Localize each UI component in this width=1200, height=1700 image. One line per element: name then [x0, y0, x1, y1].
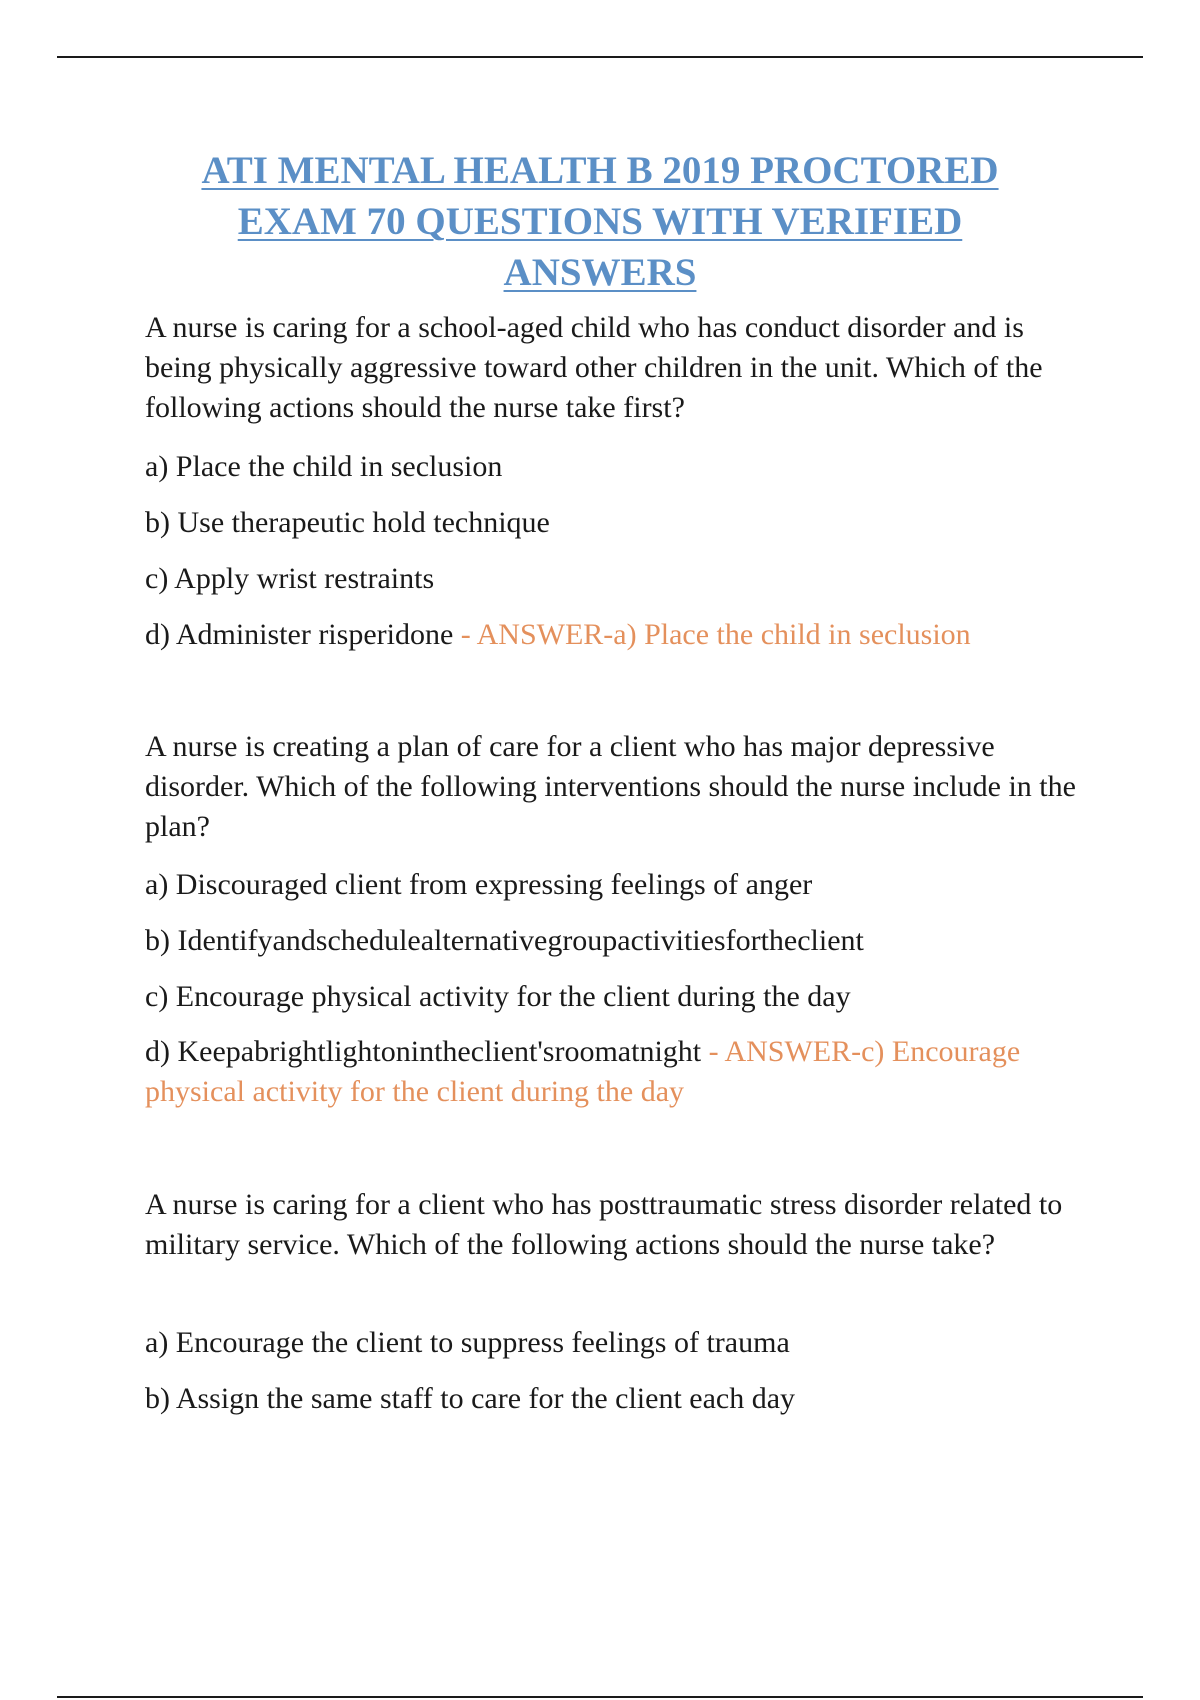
- question-3-option-b: b) Assign the same staff to care for the client each day: [145, 1382, 796, 1415]
- title-line-1: ATI MENTAL HEALTH B 2019 PROCTORED: [201, 149, 999, 192]
- question-2-option-d-text: d) Keepabrightlightonintheclient'sroomatnight: [145, 1035, 702, 1068]
- question-2-answer: - ANSWER-c) Encourage physical activity for the client during the day: [145, 1035, 1021, 1108]
- question-2-option-b: b) Identifyandschedulealternativegroupactivitiesfortheclient: [145, 924, 864, 957]
- question-3-option-a: a) Encourage the client to suppress feelings of trauma: [145, 1326, 790, 1359]
- question-1-answer: - ANSWER-a) Place the child in seclusion: [453, 618, 971, 651]
- question-1-option-d: [145, 615, 1095, 655]
- bottom-rule: [57, 1696, 1143, 1698]
- question-2-stem: A nurse is creating a plan of care for a client who has major depressive disorder. Which of the following interventions should the nurse include in the plan?: [145, 730, 1076, 843]
- question-2-option-a: a) Discouraged client from expressing feelings of anger: [145, 868, 813, 901]
- question-2-option-c: c) Encourage physical activity for the client during the day: [145, 980, 851, 1013]
- title-line-3: ANSWERS: [503, 251, 697, 294]
- question-2-option-d: [145, 1032, 1095, 1112]
- question-1-option-c: c) Apply wrist restraints: [145, 562, 435, 595]
- question-3-stem: A nurse is caring for a client who has posttraumatic stress disorder related to military service. Which of the following actions should the nurse take?: [145, 1188, 1063, 1261]
- top-rule: [57, 56, 1143, 58]
- question-1-stem: A nurse is caring for a school-aged child who has conduct disorder and is being physically aggressive toward other children in the unit. Which of the following actions should the nurse take first?: [145, 311, 1043, 424]
- question-1-option-d-text: d) Administer risperidone: [145, 618, 454, 651]
- document-title: [100, 145, 1100, 298]
- question-1-option-a: a) Place the child in seclusion: [145, 450, 503, 483]
- title-line-2: EXAM 70 QUESTIONS WITH VERIFIED: [237, 200, 963, 243]
- question-1-option-b: b) Use therapeutic hold technique: [145, 506, 550, 539]
